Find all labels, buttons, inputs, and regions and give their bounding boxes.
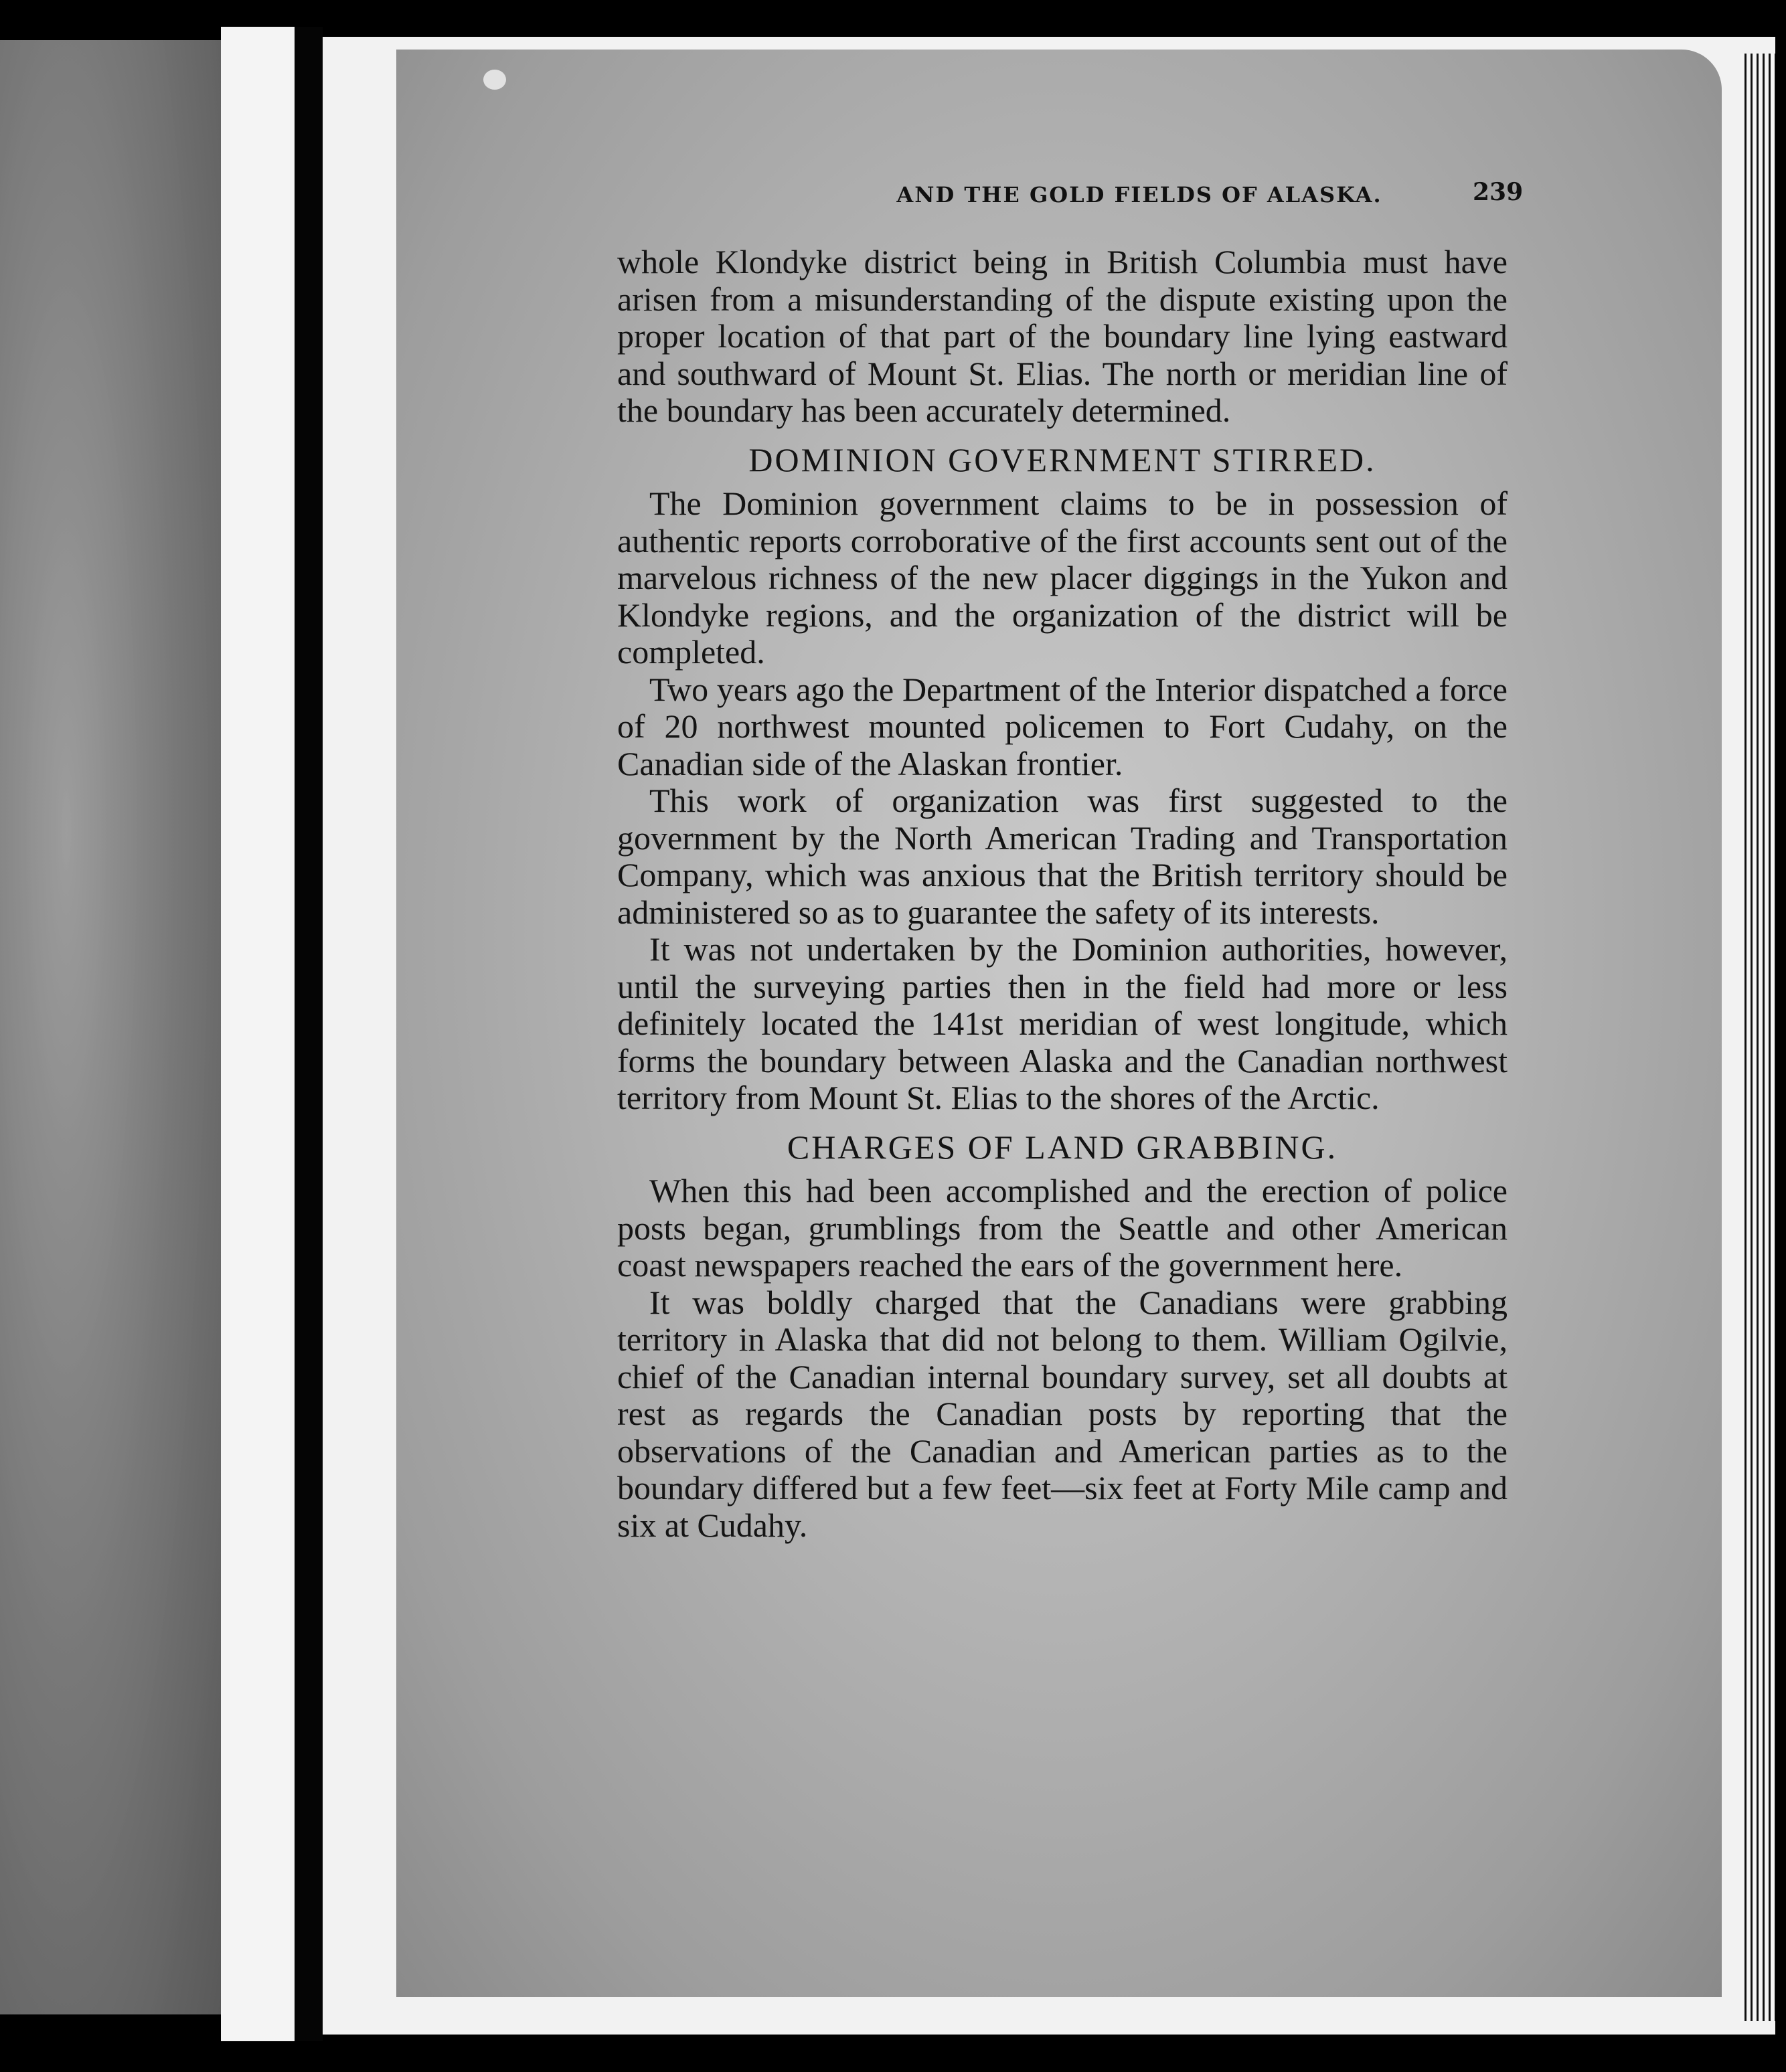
paper-blemish <box>483 70 506 90</box>
book-gutter <box>295 27 323 2041</box>
paragraph: Two years ago the Department of the Interior dispatched a force of 20 northwest mounted policemen to Fort Cudahy, on the Canadian side of the Alaskan frontier. <box>617 670 1508 782</box>
paragraph: It was boldly charged that the Canadians were grabbing territory in Alaska that did not belong to them. William Ogilvie, chief of the Canadian internal boundary survey, set all doubts at rest as regards the Canadian posts by reporting that the observations of the Canadian and American parties as to the boundary differed but a few feet—six feet at Forty Mile camp and six at Cudahy. <box>617 1283 1508 1544</box>
page-stack-edge <box>1740 54 1775 2021</box>
page-number: 239 <box>1473 178 1524 206</box>
running-head: AND THE GOLD FIELDS OF ALASKA. <box>896 182 1382 207</box>
facing-page-edge <box>0 40 221 2014</box>
book-page <box>396 50 1722 1997</box>
section-heading: DOMINION GOVERNMENT STIRRED. <box>748 440 1376 479</box>
paragraph: When this had been accomplished and the erection of police posts began, grumblings from the Seattle and other American coast newspapers reached the ears of the government here. <box>617 1172 1508 1284</box>
body-text <box>617 244 1508 1544</box>
paragraph: This work of organization was first suggested to the government by the North American Trading and Transportation Company, which was anxious that the British territory should be administered so as to guarantee the safety of its interests. <box>617 782 1508 931</box>
page-margin-strip <box>221 27 295 2041</box>
section-heading: CHARGES OF LAND GRABBING. <box>787 1128 1338 1166</box>
paragraph: It was not undertaken by the Dominion authorities, however, until the surveying parties then in the field had more or less definitely located the 141st meridian of west longitude, which forms the boundary between Alaska and the Canadian northwest territory from Mount St. Elias to the shores of the Arctic. <box>617 930 1508 1116</box>
paragraph: whole Klondyke district being in British Columbia must have arisen from a misunderstanding of the dispute existing upon the proper location of that part of the boundary line lying eastward and southward of Mount St. Elias. The north or meridian line of the boundary has been accurately determined. <box>617 243 1508 429</box>
paragraph: The Dominion government claims to be in possession of authentic reports corroborative of the first accounts sent out of the marvelous richness of the new placer diggings in the Yukon and Klondyke regions, and the organization of the district will be completed. <box>617 485 1508 671</box>
